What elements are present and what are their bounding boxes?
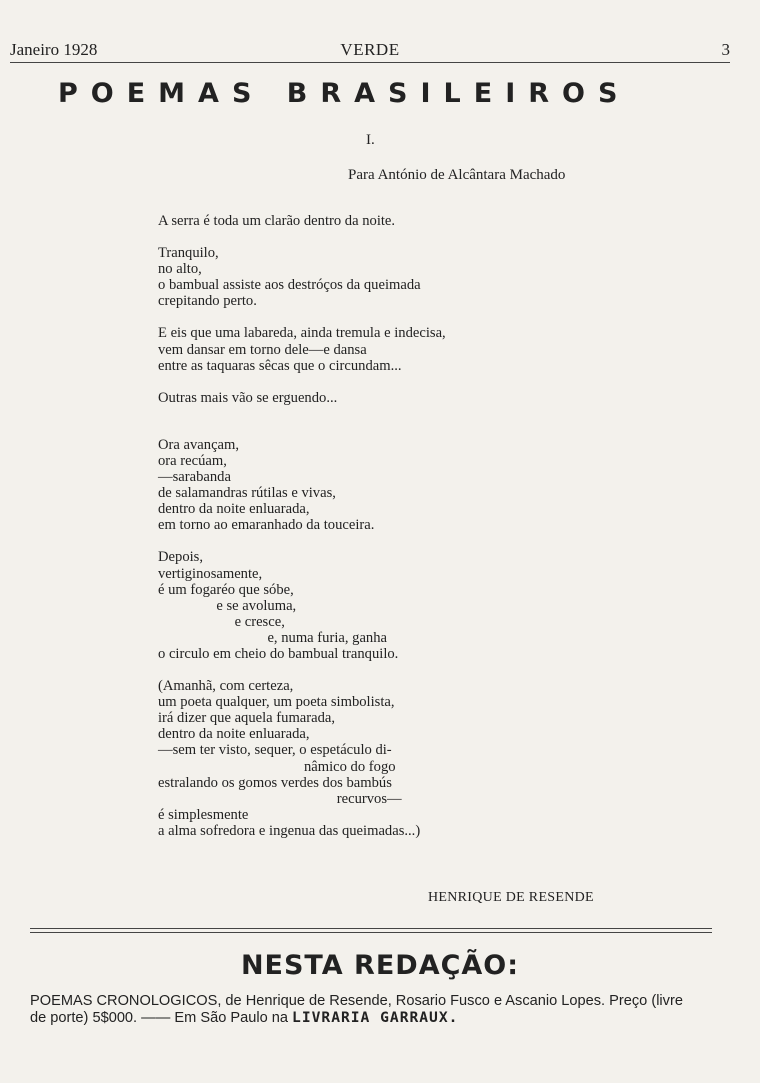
ad-bookstore-name: LIVRARIA GARRAUX. <box>292 1008 459 1026</box>
poem-body <box>158 213 678 855</box>
header-page-number: 3 <box>721 40 730 59</box>
poem-line: e se avoluma, <box>158 597 297 614</box>
poem-stanza <box>158 390 678 406</box>
header-date: Janeiro 1928 <box>10 40 98 59</box>
poem-line: recurvos— <box>158 790 402 807</box>
poem-line: —sarabanda <box>158 469 231 486</box>
poem-line: entre as taquaras sêcas que o circundam... <box>158 357 402 374</box>
page-title: POEMAS BRASILEIROS <box>58 78 631 109</box>
poem-line: ora recúam, <box>158 452 227 469</box>
poem-stanza <box>158 549 678 662</box>
poem-stanza <box>158 213 678 229</box>
poem-line: um poeta qualquer, um poeta simbolista, <box>158 694 395 711</box>
poem-line: o bambual assiste aos destróços da queimada <box>158 277 421 294</box>
poem-line: e cresce, <box>158 613 285 630</box>
poem-line: o circulo em cheio do bambual tranquilo. <box>158 645 399 662</box>
poem-line: vem dansar em torno dele—e dansa <box>158 341 367 358</box>
poem-dedication: Para António de Alcântara Machado <box>348 167 566 183</box>
ad-heading: NESTA REDAÇÃO: <box>240 950 520 981</box>
poem-line: (Amanhã, com certeza, <box>158 678 294 695</box>
poem-stanza <box>158 678 678 839</box>
poem-line: crepitando perto. <box>158 293 257 310</box>
poem-line: no alto, <box>158 261 202 278</box>
poem-line: a alma sofredora e ingenua das queimadas...) <box>158 822 421 839</box>
poem-line: e, numa furia, ganha <box>158 629 387 646</box>
poem-stanza <box>158 437 678 534</box>
ad-text <box>30 993 702 1026</box>
header-magazine-name: VERDE <box>340 40 400 59</box>
poem-author: HENRIQUE DE RESENDE <box>428 890 594 905</box>
poem-line: é um fogaréo que sóbe, <box>158 581 294 598</box>
poem-line: nâmico do fogo <box>158 758 396 775</box>
poem-line: —sem ter visto, sequer, o espetáculo di- <box>158 742 392 759</box>
poem-line: irá dizer que aquela fumarada, <box>158 710 336 727</box>
divider-rule <box>30 932 712 933</box>
divider-rule <box>30 928 712 929</box>
poem-line: de salamandras rútilas e vivas, <box>158 485 336 502</box>
page-header <box>10 40 730 63</box>
poem-line: vertiginosamente, <box>158 565 263 582</box>
poem-line: dentro da noite enluarada, <box>158 726 310 743</box>
poem-stanza <box>158 245 678 309</box>
poem-line: Outras mais vão se erguendo... <box>158 389 338 406</box>
poem-line: E eis que uma labareda, ainda tremula e indecisa, <box>158 325 446 342</box>
poem-line: é simplesmente <box>158 806 249 823</box>
poem-line: estralando os gomos verdes dos bambús <box>158 774 392 791</box>
poem-line: Tranquilo, <box>158 245 219 262</box>
poem-line: dentro da noite enluarada, <box>158 501 310 518</box>
poem-line: Depois, <box>158 549 203 566</box>
ad-text-plain: POEMAS CRONOLOGICOS, de Henrique de Resende, Rosario Fusco e Ascanio Lopes. Preço (livre de porte) 5$000. —— Em São Paulo na <box>30 993 683 1026</box>
poem-numeral: I. <box>366 132 375 148</box>
poem-stanza <box>158 325 678 373</box>
poem-line: em torno ao emaranhado da touceira. <box>158 517 375 534</box>
poem-line: Ora avançam, <box>158 436 240 453</box>
poem-line: A serra é toda um clarão dentro da noite. <box>158 213 396 229</box>
